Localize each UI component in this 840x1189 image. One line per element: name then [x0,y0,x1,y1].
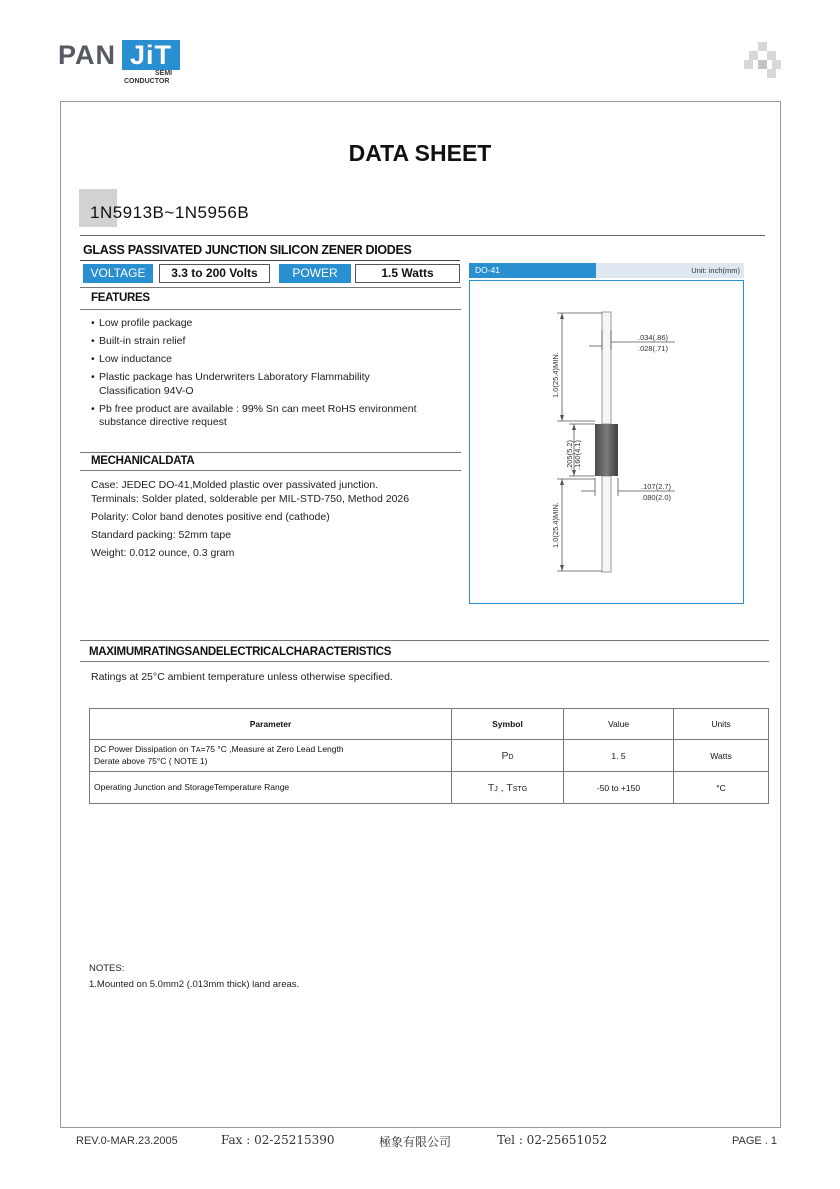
parameter-text: =75 °C ,Measure at Zero Lead Length [200,744,344,754]
dim-lead-dia-max: .034(.86) [638,333,669,342]
list-item: • Plastic package has Underwriters Laboratory Flammability Classification 94V-O [91,371,391,398]
dim-lead-dia-min: .028(.71) [638,344,669,353]
top-lead [602,312,611,424]
dim-body-dia-max: .107(2.7) [641,482,672,491]
dim-body-dia-min: .080(2.0) [641,493,672,502]
symbol-subscript: D [508,753,514,761]
diode-body [595,424,618,476]
divider [80,640,769,641]
parameter-text: DC Power Dissipation on T [94,744,196,754]
mechanical-line: Weight: 0.012 ounce, 0.3 gram [91,547,235,559]
logo-conductor-text: CONDUCTOR [124,78,170,85]
dim-body-length-max: .205(5.2) [565,439,574,470]
dim-body-length-min: .160(4.1) [573,439,582,470]
divider [80,452,461,453]
bottom-lead [602,476,611,572]
symbol-text: T [506,781,513,794]
units-cell: Watts [674,740,769,772]
ratings-table [89,708,769,804]
column-header-parameter: Parameter [90,709,452,740]
mechanical-line: Standard packing: 52mm tape [91,529,232,541]
footer-fax: Fax : 02-25215390 [221,1133,335,1147]
dim-lead-length-bottom: 1.0(25.4)MIN. [551,502,560,548]
part-number: 1N5913B~1N5956B [90,203,250,222]
package-unit: Unit: inch(mm) [691,266,740,275]
column-header-value: Value [564,709,674,740]
notes-heading: NOTES: [89,963,125,974]
footer-revision: REV.0-MAR.23.2005 [76,1135,178,1147]
package-name: DO-41 [469,263,596,278]
features-list [91,317,461,434]
mechanical-line: Terminals: Solder plated, solderable per MIL-STD-750, Method 2026 [91,493,410,505]
value-cell: -50 to +150 [564,772,674,804]
list-item: • Built-in strain relief [91,335,461,349]
divider [80,235,765,236]
footer-tel: Tel : 02-25651052 [497,1133,608,1147]
divider [80,287,461,288]
voltage-tag-value: 3.3 to 200 Volts [159,264,270,283]
parameter-cell [90,740,452,772]
column-header-symbol: Symbol [452,709,564,740]
column-header-units: Units [674,709,769,740]
mechanical-heading: MECHANICALDATA [91,455,195,467]
table-row [90,772,769,804]
footer-page-number: PAGE . 1 [732,1135,778,1147]
units-cell: °C [674,772,769,804]
list-item: • Low profile package [91,317,461,331]
table-header-row [90,709,769,740]
divider [80,260,460,261]
footer-company: 極象有限公司 [379,1135,452,1149]
note-item: 1.Mounted on 5.0mm2 (.013mm thick) land areas. [89,979,300,990]
do41-outline-drawing [469,280,744,604]
page-title: DATA SHEET [348,140,492,166]
parameter-subscript: A [195,747,201,754]
dim-lead-length-top: 1.0(25.4)MIN. [551,352,560,398]
notes-block [89,961,299,993]
power-tag-label: POWER [279,264,351,283]
ratings-heading: MAXIMUMRATINGSANDELECTRICALCHARACTERISTICS [89,646,392,658]
voltage-tag-label: VOLTAGE [83,264,153,283]
divider [80,309,461,310]
symbol-text: P [501,749,509,762]
divider [80,470,461,471]
symbol-cell [452,740,564,772]
table-row [90,740,769,772]
decorative-dots-icon [744,42,784,82]
features-heading: FEATURES [91,292,150,304]
list-item: • Pb free product are available : 99% Sn can meet RoHS environment substance directive request [91,403,449,430]
symbol-text: T [487,781,495,794]
symbol-separator: , [497,781,507,794]
symbol-subscript: STG [512,785,528,793]
parameter-cell: Operating Junction and StorageTemperature Range [90,772,452,804]
power-tag-value: 1.5 Watts [355,264,460,283]
logo-pan-text: PAN [58,40,117,70]
parameter-text: Derate above 75°C ( NOTE 1) [94,756,208,766]
symbol-subscript: J [494,785,498,793]
list-item: • Low inductance [91,353,461,367]
ratings-note: Ratings at 25°C ambient temperature unless otherwise specified. [91,671,393,683]
mechanical-data [91,478,466,560]
logo-semi-text: SEMI [155,70,173,77]
divider [80,661,769,662]
mechanical-line: Polarity: Color band denotes positive end (cathode) [91,511,330,523]
logo-jit-text: JiT [122,40,180,70]
symbol-cell [452,772,564,804]
product-subtitle: GLASS PASSIVATED JUNCTION SILICON ZENER DIODES [83,243,412,257]
value-cell: 1. 5 [564,740,674,772]
mechanical-line: Case: JEDEC DO-41,Molded plastic over passivated junction. [91,479,379,491]
